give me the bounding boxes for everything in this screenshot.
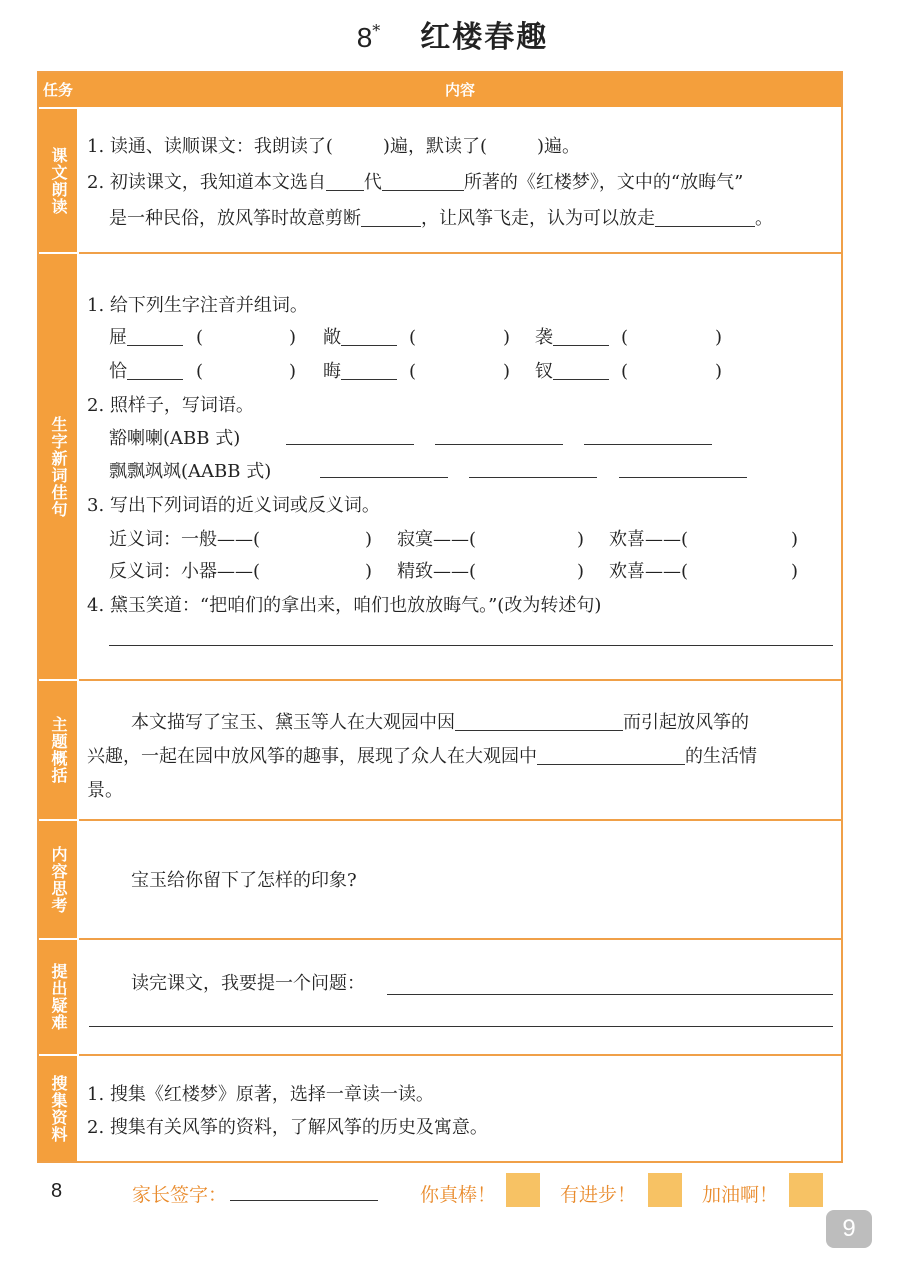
char-item: 敞: [323, 326, 397, 350]
page-title: [0, 12, 905, 56]
answer-line[interactable]: [286, 444, 414, 445]
paren: ): [365, 529, 373, 550]
example-abb: 豁喇喇(ABB 式): [109, 428, 241, 449]
section-label-question: 提出疑难: [39, 938, 77, 1054]
answer-line[interactable]: [435, 444, 563, 445]
antonym-item: 欢喜——(: [609, 561, 689, 582]
paren: (: [621, 361, 629, 382]
col-content-header: 内容: [444, 81, 475, 99]
example-aabb: 飘飘飒飒(AABB 式): [109, 461, 272, 482]
blank-author[interactable]: [382, 172, 464, 191]
reading-line-1: 1. 读通、读顺课文：我朗读了( )遍，默读了( )遍。: [87, 136, 580, 157]
theme-line-3: 景。: [87, 780, 123, 801]
char-item: 晦: [323, 360, 397, 384]
signature-line[interactable]: [230, 1200, 378, 1201]
section-label-thinking: 内容思考: [39, 819, 77, 938]
section-label-theme: 主题概括: [39, 679, 77, 819]
praise-checkbox-progress[interactable]: [648, 1173, 682, 1207]
answer-line[interactable]: [109, 645, 833, 646]
research-line-1: 1. 搜集《红楼梦》原著，选择一章读一读。: [87, 1084, 434, 1105]
char-item: 袭: [535, 326, 609, 350]
paren: ): [365, 561, 373, 582]
section-question: [79, 938, 841, 1054]
section-reading: [79, 107, 841, 252]
praise-checkbox-great[interactable]: [506, 1173, 540, 1207]
table-header: [39, 73, 841, 107]
section-vocab: [79, 252, 841, 679]
praise-checkbox-keep-going[interactable]: [789, 1173, 823, 1207]
answer-line[interactable]: [469, 477, 597, 478]
paren: ): [715, 361, 723, 382]
question-prompt: 读完课文，我要提一个问题：: [131, 973, 365, 994]
paren: ): [289, 327, 297, 348]
parent-signature-label: 家长签字：: [132, 1184, 228, 1206]
paren: ): [715, 327, 723, 348]
antonym-item: 精致——(: [397, 561, 477, 582]
paren: (: [621, 327, 629, 348]
section-label-vocab: 生字新词佳句: [39, 252, 77, 679]
section-thinking: [79, 819, 841, 938]
paren: ): [791, 529, 799, 550]
praise-progress: 有进步！: [560, 1184, 637, 1206]
paren: (: [196, 327, 204, 348]
praise-great: 你真棒！: [420, 1184, 497, 1206]
answer-line[interactable]: [387, 994, 833, 995]
paren: (: [409, 327, 417, 348]
reading-line-3: 是一种民俗，放风筝时故意剪断 ，让风筝飞走，认为可以放走 。: [109, 208, 773, 229]
theme-line-2: 兴趣，一起在园中放风筝的趣事，展现了众人在大观园中 的生活情: [87, 746, 757, 767]
paren: ): [503, 327, 511, 348]
paren: ): [791, 561, 799, 582]
paren: ): [577, 561, 585, 582]
answer-line[interactable]: [320, 477, 448, 478]
paren: ): [577, 529, 585, 550]
page-number: 8: [51, 1180, 63, 1202]
vocab-q1: 1. 给下列生字注音并组词。: [87, 295, 308, 316]
blank-release[interactable]: [655, 208, 755, 227]
section-label-reading: 课文朗读: [39, 107, 77, 252]
synonym-item: 欢喜——(: [609, 529, 689, 550]
answer-line[interactable]: [89, 1026, 833, 1027]
paren: (: [409, 361, 417, 382]
vocab-q4: 4. 黛玉笑道：“把咱们的拿出来，咱们也放放晦气。”(改为转述句): [87, 595, 602, 616]
paren: ): [289, 361, 297, 382]
research-line-2: 2. 搜集有关风筝的资料，了解风筝的历史及寓意。: [87, 1117, 488, 1138]
theme-line-1: 本文描写了宝玉、黛玉等人在大观园中因 而引起放风筝的: [131, 712, 749, 733]
char-item: 钗: [535, 360, 609, 384]
col-task-header: 任务: [42, 81, 73, 99]
vocab-q3: 3. 写出下列词语的近义词或反义词。: [87, 495, 380, 516]
char-item: 屉: [109, 326, 183, 350]
answer-line[interactable]: [584, 444, 712, 445]
synonym-label: 近义词：一般——(: [109, 529, 261, 550]
asterisk: *: [372, 21, 381, 40]
section-research: [79, 1054, 841, 1161]
section-theme: [79, 679, 841, 819]
char-item: 恰: [109, 360, 183, 384]
paren: (: [196, 361, 204, 382]
synonym-item: 寂寞——(: [397, 529, 477, 550]
blank-dynasty[interactable]: [326, 172, 364, 191]
praise-keep-going: 加油啊！: [702, 1184, 779, 1206]
paren: ): [503, 361, 511, 382]
section-label-research: 搜集资料: [39, 1054, 77, 1161]
vocab-q2: 2. 照样子，写词语。: [87, 395, 254, 416]
page-badge: 9: [826, 1210, 872, 1248]
worksheet-table: [37, 71, 843, 1163]
lesson-title: 红楼春趣: [420, 20, 549, 55]
answer-line[interactable]: [619, 477, 747, 478]
thinking-question: 宝玉给你留下了怎样的印象?: [131, 870, 357, 891]
antonym-label: 反义词：小器——(: [109, 561, 261, 582]
lesson-number: 8: [356, 22, 373, 53]
blank-cut[interactable]: [361, 208, 421, 227]
reading-line-2: 2. 初读课文，我知道本文选自 代 所著的《红楼梦》，文中的“放晦气”: [87, 172, 744, 193]
